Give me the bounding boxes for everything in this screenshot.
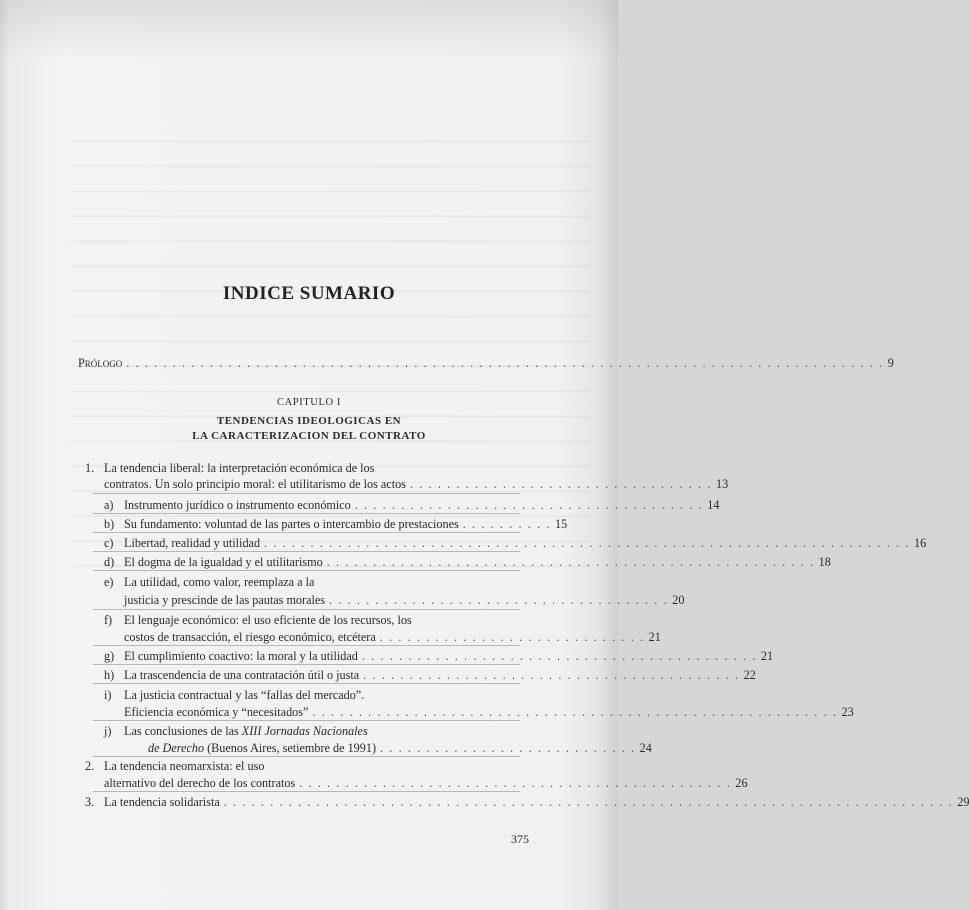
item-text-line2: justicia y prescinde de las pautas morales — [124, 593, 326, 607]
item-page: 24 — [639, 741, 652, 755]
divider — [93, 720, 520, 721]
item-text: La trascendencia de una contratación útil o justa — [124, 668, 360, 682]
leader-dots: . . . . . . . . . . . . . . . . . . . . . . . . . . . . . . . . . . . . . . . . . . . . . . . . . . . . . . . . . . . . . . . . . . . . . . — [264, 536, 910, 550]
section-title-line2: contratos. Un solo principio moral: el utilitarismo de los actos — [104, 477, 406, 491]
chapter-heading-line1: TENDENCIAS IDEOLOGICAS EN — [216, 415, 402, 427]
item-letter: i) — [104, 688, 112, 702]
leader-dots: . . . . . . . . . . . . . . . . . . . . . . . . . . . . . . . . . — [409, 477, 712, 491]
item-text: El cumplimiento coactivo: la moral y la utilidad — [124, 649, 358, 663]
item-letter: c) — [104, 536, 114, 550]
item-text-plain: (Buenos Aires, setiembre de 1991) — [204, 741, 377, 755]
section-title: La tendencia solidarista — [104, 795, 220, 809]
section-page: 29 — [957, 795, 969, 809]
divider — [93, 609, 520, 610]
scan-shadow — [0, 0, 618, 60]
item-letter: d) — [104, 555, 115, 569]
item-page: 18 — [818, 555, 831, 569]
item-text: Instrumento jurídico o instrumento económico — [124, 498, 351, 512]
item-letter: h) — [104, 668, 115, 682]
leader-dots: . . . . . . . . . . . . . . . . . . . . . . . . . . . . . . . . . . . . . . . . . . . . . . . . . . . . . . . . . — [312, 705, 838, 719]
item-text-line1: El lenguaje económico: el uso eficiente de los recursos, los — [124, 613, 412, 627]
leader-dots: . . . . . . . . . . . . . . . . . . . . . . . . . . . . . . . . . . . . . . . . . . . . . . . . . . . . . . . . . . . . . . . . . . . . . . . . . . . . . . . — [223, 795, 954, 809]
leader-dots: . . . . . . . . . . . . . . . . . . . . . . . . . . . . . . . . . . . . . . . . . . . — [361, 649, 757, 663]
item-text: El dogma de la igualdad y el utilitarismo — [124, 555, 323, 569]
item-text: Libertad, realidad y utilidad — [124, 536, 261, 550]
section-page: 26 — [735, 776, 748, 790]
toc-entry-item-g — [124, 649, 774, 663]
item-page: 20 — [672, 593, 685, 607]
leader-dots: . . . . . . . . . . . . . . . . . . . . . . . . . . . . . . . . . . . . . . . . . . . . . . . — [299, 776, 732, 790]
toc-entry-item-a — [124, 498, 720, 512]
toc-entry-item-c — [124, 536, 927, 550]
item-text-plain: Las conclusiones de las — [124, 724, 242, 738]
page-title: INDICE SUMARIO — [222, 283, 396, 304]
item-text-line1: La justicia contractual y las “fallas del mercado”. — [124, 688, 365, 702]
item-text: Su fundamento: voluntad de las partes o intercambio de prestaciones — [124, 517, 459, 531]
section-title-line1: La tendencia neomarxista: el uso — [104, 759, 265, 773]
leader-dots: . . . . . . . . . . — [462, 517, 552, 531]
divider — [93, 532, 520, 533]
item-text-italic: XIII Jornadas Nacionales — [241, 724, 368, 738]
divider — [93, 756, 520, 757]
divider — [93, 513, 520, 514]
toc-entry-section-3 — [104, 795, 969, 809]
section-number: 2. — [85, 759, 95, 773]
leader-dots: . . . . . . . . . . . . . . . . . . . . . . . . . . . . — [380, 741, 636, 755]
leader-dots: . . . . . . . . . . . . . . . . . . . . . . . . . . . . . . . . . . . . . — [329, 593, 669, 607]
toc-entry-item-f — [124, 630, 661, 644]
prologo-label: Prólogo — [78, 356, 123, 370]
item-text-line2: costos de transacción, el riesgo económico, etcétera — [124, 630, 376, 644]
leader-dots: . . . . . . . . . . . . . . . . . . . . . . . . . . . . . — [379, 630, 645, 644]
divider — [93, 493, 520, 494]
item-letter: g) — [104, 649, 115, 663]
toc-entry-item-b — [124, 517, 568, 531]
section-page: 13 — [715, 477, 729, 491]
divider — [93, 683, 520, 684]
leader-dots: . . . . . . . . . . . . . . . . . . . . . . . . . . . . . . . . . . . . . . — [354, 498, 704, 512]
toc-entry-item-i — [124, 705, 854, 719]
item-page: 21 — [648, 630, 661, 644]
divider — [93, 570, 520, 571]
item-page: 23 — [841, 705, 854, 719]
section-title-line2: alternativo del derecho de los contratos — [104, 776, 296, 790]
item-letter: a) — [104, 498, 114, 512]
toc-entry-prologo — [78, 356, 894, 370]
divider — [93, 551, 520, 552]
toc-entry-section-1 — [104, 477, 729, 491]
divider — [93, 791, 520, 792]
item-letter: j) — [104, 724, 112, 738]
item-text-line1: La utilidad, como valor, reemplaza a la — [124, 575, 315, 589]
item-page: 21 — [760, 649, 774, 663]
item-letter: f) — [104, 613, 113, 627]
toc-entry-section-2 — [104, 776, 748, 790]
chapter-heading-line2: LA CARACTERIZACION DEL CONTRATO — [192, 430, 426, 442]
item-text-line1 — [124, 724, 368, 738]
section-number: 1. — [85, 461, 95, 475]
page-number: 375 — [511, 832, 529, 846]
divider — [93, 645, 520, 646]
item-letter: e) — [104, 575, 114, 589]
toc-entry-item-d — [124, 555, 831, 569]
item-page: 16 — [913, 536, 927, 550]
item-text-italic: de Derecho — [148, 741, 205, 755]
prologo-page: 9 — [887, 356, 894, 370]
item-page: 14 — [707, 498, 720, 512]
toc-entry-item-j — [148, 741, 652, 755]
item-page: 15 — [555, 517, 568, 531]
leader-dots: . . . . . . . . . . . . . . . . . . . . . . . . . . . . . . . . . . . . . . . . . . . . . . . . . . . . . . . . . . . . . . . . . . . . . . . . . . . . . . . . . . — [126, 356, 884, 370]
divider — [93, 664, 520, 665]
leader-dots: . . . . . . . . . . . . . . . . . . . . . . . . . . . . . . . . . . . . . . . . . — [363, 668, 740, 682]
chapter-label: CAPITULO I — [276, 397, 342, 408]
leader-dots: . . . . . . . . . . . . . . . . . . . . . . . . . . . . . . . . . . . . . . . . . . . . . . . . . . . . . — [326, 555, 815, 569]
section-title-line1: La tendencia liberal: la interpretación económica de los — [104, 461, 375, 475]
item-letter: b) — [104, 517, 115, 531]
toc-entry-item-h — [124, 668, 756, 682]
item-text-line2 — [148, 741, 376, 755]
item-page: 22 — [743, 668, 756, 682]
toc-entry-item-e — [124, 593, 685, 607]
section-number: 3. — [85, 795, 95, 809]
item-text-line2: Eficiencia económica y “necesitados” — [124, 705, 309, 719]
